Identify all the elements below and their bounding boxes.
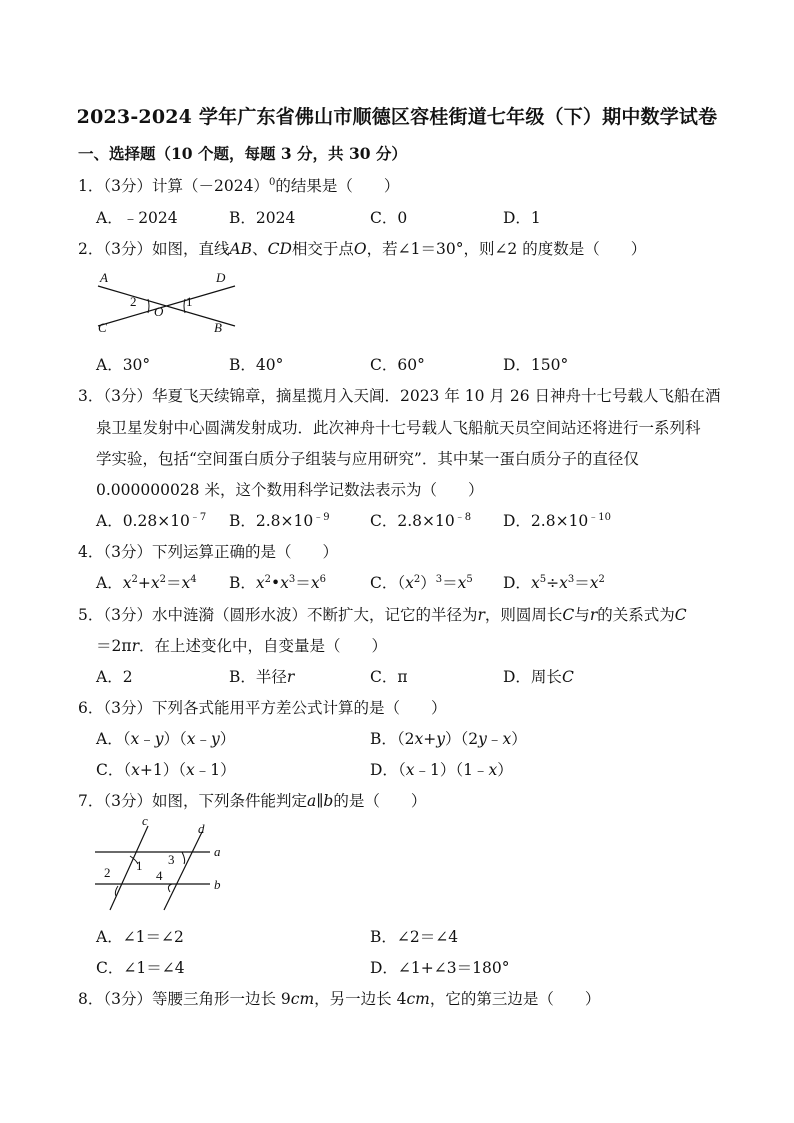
angle-2-label: 2	[130, 294, 137, 309]
q4-option-b[interactable]: B．$x^2•x^3=x^6$	[229, 574, 326, 592]
q1-option-c[interactable]: C．0	[370, 209, 408, 227]
label-d: d	[198, 821, 205, 836]
q2-option-d[interactable]: D．150°	[503, 356, 569, 374]
question-3-line-3: 学实验，包括“空间蛋白质分子组装与应用研究”．其中某一蛋白质分子的直径仅	[96, 450, 639, 468]
q1-option-d[interactable]: D．1	[503, 209, 541, 227]
label-c: C	[98, 320, 107, 335]
question-2: 2．（3分）如图，直线AB、CD相交于点O，若∠1＝30°，则∠2 的度数是（ ）	[78, 240, 647, 258]
page-title: 2023-2024 学年广东省佛山市顺德区容桂街道七年级（下）期中数学试卷	[76, 106, 718, 128]
angle-2-label: 2	[104, 865, 111, 880]
q4-option-a[interactable]: A．$x^2+x^2=x^4$	[96, 574, 197, 592]
question-1: 1．（3分）计算$(-2024)^0$的结果是（ ）	[78, 177, 400, 195]
question-6: 6．（3分）下列各式能用平方差公式计算的是（ ）	[78, 699, 447, 717]
q1-option-a[interactable]: A．﹣2024	[96, 209, 178, 227]
q4-option-c[interactable]: C．$(x^2)^3=x^5$	[370, 574, 473, 592]
q4-option-d[interactable]: D．$x^5\div x^3=x^2$	[503, 574, 605, 592]
q7-option-c[interactable]: C．∠1＝∠4	[96, 959, 185, 977]
q5-option-b[interactable]: B．半径r	[229, 668, 295, 686]
question-7: 7．（3分）如图，下列条件能判定a∥b的是（ ）	[78, 792, 427, 810]
q5-option-a[interactable]: A．2	[96, 668, 133, 686]
question-8: 8．（3分）等腰三角形一边长 9cm，另一边长 4cm，它的第三边是（ ）	[78, 990, 601, 1008]
label-c: c	[142, 814, 148, 828]
q1-option-b[interactable]: B．2024	[229, 209, 296, 227]
q2-intersecting-lines-figure	[90, 266, 250, 338]
q2-option-b[interactable]: B．40°	[229, 356, 284, 374]
q7-option-a[interactable]: A．∠1＝∠2	[96, 928, 184, 946]
q3-option-c[interactable]: C．$2.8\times 10^{﹣8}$	[370, 512, 472, 530]
q7-parallel-lines-figure	[90, 814, 240, 916]
angle-4-label: 4	[156, 868, 163, 883]
question-3-line-4: 0.000000028 米，这个数用科学记数法表示为（ ）	[96, 481, 484, 499]
q5-option-c[interactable]: C．π	[370, 668, 408, 686]
angle-1-label: 1	[186, 294, 193, 309]
section-heading: 一、选择题（10 个题，每题 3 分，共 30 分）	[78, 144, 407, 163]
q2-option-c[interactable]: C．60°	[370, 356, 425, 374]
q6-option-d[interactable]: D．（x﹣1）（1﹣x）	[370, 761, 513, 779]
label-b: b	[214, 877, 221, 892]
question-4: 4．（3分）下列运算正确的是（ ）	[78, 543, 338, 561]
q6-option-b[interactable]: B．（2x+y）（2y﹣x）	[370, 730, 527, 748]
angle-3-label: 3	[168, 852, 175, 867]
q5-option-d[interactable]: D．周长C	[503, 668, 574, 686]
q3-option-a[interactable]: A．$0.28\times 10^{﹣7}$	[96, 512, 207, 530]
q3-option-b[interactable]: B．$2.8\times 10^{﹣9}$	[229, 512, 330, 530]
q2-option-a[interactable]: A．30°	[96, 356, 151, 374]
q6-option-c[interactable]: C．（x+1）（x﹣1）	[96, 761, 236, 779]
question-3-line-1: 3．（3分）华夏飞天续锦章，摘星揽月入天阊．2023 年 10 月 26 日神舟十七号载人飞船在酒	[78, 387, 721, 405]
question-3-line-2: 泉卫星发射中心圆满发射成功．此次神舟十七号载人飞船航天员空间站还将进行一系列科	[96, 419, 701, 437]
q7-option-d[interactable]: D．∠1+∠3＝180°	[370, 959, 510, 977]
q6-option-a[interactable]: A．（x﹣y）（x﹣y）	[96, 730, 236, 748]
label-b: B	[214, 320, 222, 335]
question-5-line-1: 5．（3分）水中涟漪（圆形水波）不断扩大，记它的半径为r，则圆周长C与r的关系式为C	[78, 606, 687, 624]
label-d: D	[216, 270, 226, 285]
label-a: A	[100, 270, 108, 285]
question-5-line-2: ＝2πr．在上述变化中，自变量是（ ）	[96, 637, 387, 655]
q3-option-d[interactable]: D．$2.8\times 10^{﹣10}$	[503, 512, 612, 530]
label-a: a	[214, 844, 221, 859]
label-o: O	[154, 304, 164, 319]
angle-1-label: 1	[136, 858, 143, 873]
q7-option-b[interactable]: B．∠2＝∠4	[370, 928, 459, 946]
